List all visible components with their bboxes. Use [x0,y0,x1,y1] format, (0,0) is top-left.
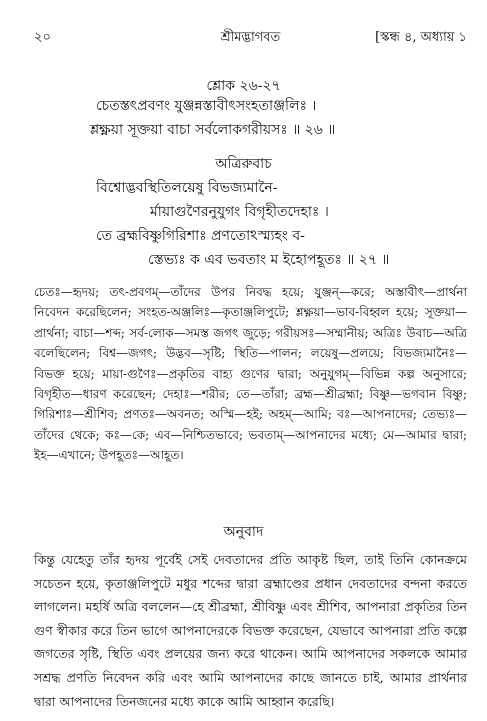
page-header [34,28,467,48]
translation-heading: অনুবাদ [223,524,264,540]
verse-heading: শ্লোক ২৬-২৭ [206,78,281,94]
verse-line: বিশ্বোদ্ভবস্থিতিলয়েষু বিভজ্যমানৈ- [96,180,278,196]
verse-line: স্তেভ্যঃ ক এব ভবতাং ম ইহোপহূতঃ ॥ ২৭ ॥ [148,252,390,268]
page-number: ২০ [34,30,51,45]
translation [34,548,467,713]
verse-speaker: অত্রিরুবাচ [215,156,272,172]
verse-line: র্মায়াগুণৈরনুযুগং বিগৃহীতদেহাঃ । [150,204,329,220]
word-for-word-synonyms [34,282,467,466]
verse-line: শ্লক্ষ্ণয়া সূক্তয়া বাচা সর্বলোকগরীয়সঃ ॥ ২৬ ॥ [90,122,336,138]
verse-line: তে ব্রহ্মবিষ্ণুগিরিশাঃ প্রণতোঽস্ম্যহং ব- [96,228,305,244]
verse-line: চেতস্তৎপ্রবণং যুঞ্জন্নস্তাবীৎসংহতাঞ্জলিঃ । [96,98,317,114]
book-title: শ্রীমদ্ভাগবত [220,30,281,45]
synonyms-text: চেতঃ—হৃদয়; তৎ-প্রবণম্—তাঁদের উপর নিবদ্ধ হয়ে; যুঞ্জন্—করে; অস্তাবীৎ—প্রার্থনা নিবেদন করেছিলেন; সংহত-অঞ্জলিঃ—কৃতাঞ্জলিপুটে; শ্লক্ষ্ণয়া—ভাব-বিহ্বল হয়ে; সূক্তয়া—প্রার্থনা; বাচা—শব্দ; সর্ব-লোক—সমস্ত জগৎ জুড়ে; গরীয়সঃ—সম্মানীয়; অত্রিঃ উবাচ—অত্রি বলেছিলেন; বিশ্ব—জগৎ; উদ্ভব—সৃষ্টি; স্থিতি—পালন; লয়েষু—প্রলয়ে; বিভজ্যমানৈঃ—বিভক্ত হয়ে; মায়া-গুণৈঃ—প্রকৃতির বাহ্য গুণের দ্বারা; অনুযুগম্—বিভিন্ন কল্প অনুসারে; বিগৃহীত—ধারণ করেছেন; দেহাঃ—শরীর; তে—তাঁরা; ব্রহ্ম—শ্রীব্রহ্মা; বিষ্ণু—ভগবান বিষ্ণু; গিরিশাঃ—শ্রীশিব; প্রণতঃ—অবনত; অস্মি—হই; অহম্—আমি; বঃ—আপনাদের; তেভ্যঃ—তাঁদের থেকে; কঃ—কে; এব—নিশ্চিতভাবে; ভবতাম্—আপনাদের মধ্যে; মে—আমার দ্বারা; ইহ—এখানে; উপহূতঃ—আহূত। [34,285,467,463]
translation-text: কিন্তু যেহেতু তাঁর হৃদয় পূর্বেই সেই দেবতাদের প্রতি আকৃষ্ট ছিল, তাই তিনি কোনক্রমে সচেতন হয়ে, কৃতাঞ্জলিপুটে মধুর শব্দের দ্বারা ব্রহ্মাণ্ডের প্রধান দেবতাদের বন্দনা করতে লাগলেন। মহর্ষি অত্রি বললেন—হে শ্রীব্রহ্মা, শ্রীবিষ্ণু এবং শ্রীশিব, আপনারা প্রকৃতির তিন গুণ স্বীকার করে তিন ভাগে আপনাদেরকে বিভক্ত করেছেন, যেভাবে আপনারা প্রতি কল্পে জগতের সৃষ্টি, স্থিতি এবং প্রলয়ের জন্য করে থাকেন। আমি আপনাদের সকলকে আমার সশ্রদ্ধ প্রণতি নিবেদন করি এবং আমি আপনাদের কাছে জানতে চাই, আমার প্রার্থনার দ্বারা আপনাদের তিনজনের মধ্যে কাকে আমি আহ্বান করেছি। [34,552,467,709]
chapter-reference: [স্কন্ধ ৪, অধ্যায় ১ [375,30,467,45]
